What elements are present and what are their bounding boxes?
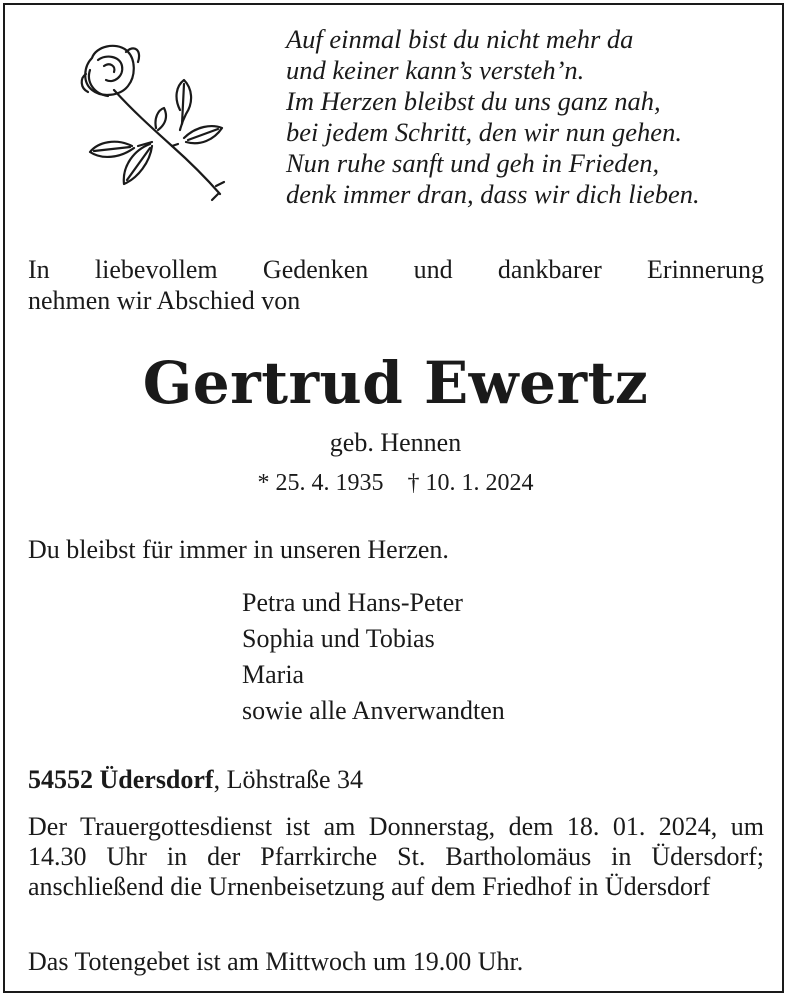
poem-line: Im Herzen bleibst du uns ganz nah, [286,86,661,116]
service-info: Der Trauergottesdienst ist am Donnerstag, dem 18. 01. 2024, um 14.30 Uhr in der Pfarrkirche St. Bartholomäus in Üdersdorf; anschließend die Urnenbeisetzung auf dem Friedhof in Üdersdorf [28,812,764,901]
birth-name: geb. Hennen [329,428,462,457]
prayer-info: Das Totengebet ist am Mittwoch um 19.00 Uhr. [28,947,524,976]
family-member: sowie alle Anverwandten [242,696,505,725]
motto: Du bleibst für immer in unseren Herzen. [28,535,449,564]
poem-line: bei jedem Schritt, den wir nun gehen. [286,117,682,147]
deceased-name: Gertrud Ewertz [142,349,649,417]
family-list [242,585,505,729]
poem-line: Auf einmal bist du nicht mehr da [286,24,634,54]
address-street: , Löhstraße 34 [213,765,364,794]
intro-text [28,254,764,316]
poem [286,24,766,210]
family-member: Petra und Hans-Peter [242,588,463,617]
poem-line: und keiner kann’s versteh’n. [286,55,585,85]
intro-line: nehmen wir Abschied von [28,286,301,315]
family-member: Sophia und Tobias [242,624,435,653]
poem-line: denk immer dran, dass wir dich lieben. [286,179,700,209]
intro-line: In liebevollem Gedenken und dankbarer Erinnerung [28,255,764,284]
life-dates: * 25. 4. 1935 † 10. 1. 2024 [257,470,534,496]
rose-icon [72,38,232,208]
poem-line: Nun ruhe sanft und geh in Frieden, [286,148,660,178]
address-place: 54552 Üdersdorf [28,765,214,794]
family-member: Maria [242,660,305,689]
address [28,765,363,795]
